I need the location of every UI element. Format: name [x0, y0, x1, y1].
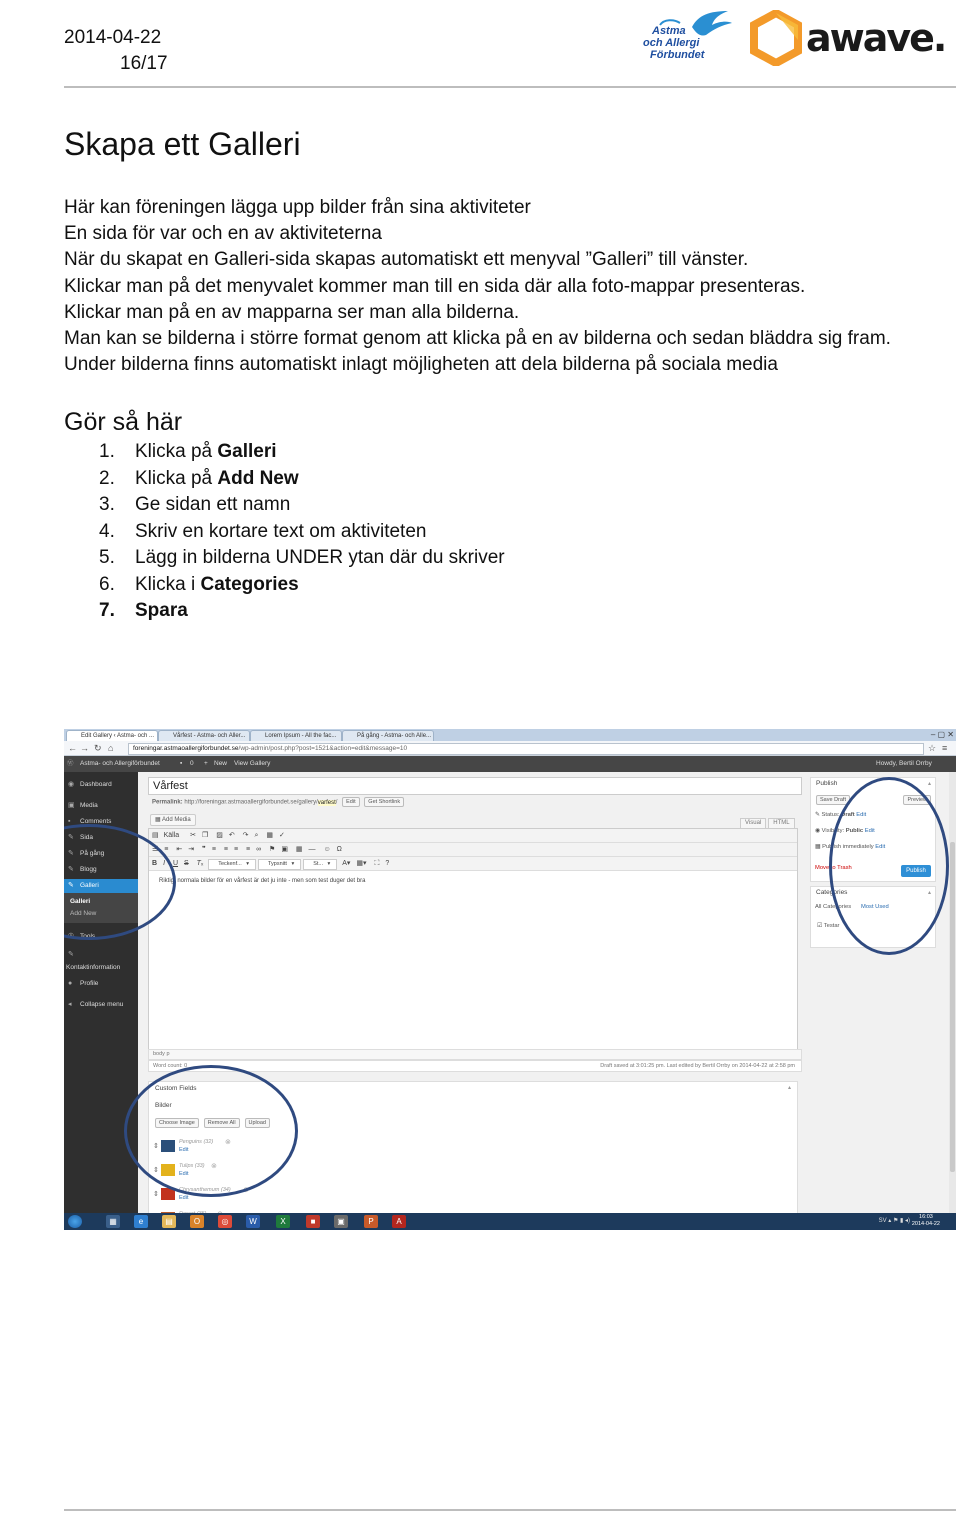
word-icon[interactable]: W — [246, 1215, 260, 1228]
wordpress-screenshot — [64, 729, 956, 1230]
step-item — [64, 466, 505, 493]
collapse-arrow-icon[interactable]: ▴ — [927, 781, 931, 787]
clock-time: 16:03 — [919, 1214, 933, 1220]
post-title-input[interactable]: Vårfest — [148, 777, 802, 795]
sidebar-label: Profile — [80, 980, 99, 987]
step-number: 1. — [99, 441, 115, 462]
visibility-edit-link[interactable]: Edit — [864, 828, 875, 834]
bg-color-icon[interactable]: ▦▾ — [356, 860, 367, 867]
word-count: Word count: 0 — [153, 1063, 188, 1069]
taskbar-clock[interactable] — [912, 1214, 940, 1228]
category-item[interactable] — [817, 923, 840, 929]
image-name: Penguins (32) — [179, 1139, 214, 1145]
annotation-circle-images — [124, 1065, 298, 1197]
star-icon[interactable]: ☆ — [928, 743, 937, 753]
plus-icon[interactable]: + — [204, 760, 208, 767]
ie-icon[interactable]: e — [134, 1215, 148, 1228]
step-item — [64, 572, 505, 599]
browser-address-bar — [64, 741, 956, 756]
app-icon[interactable]: ▣ — [334, 1215, 348, 1228]
omega-icon[interactable]: Ω — [336, 846, 342, 853]
image-edit-link[interactable]: Edit — [179, 1147, 189, 1153]
eye-icon: ◉ — [815, 828, 822, 834]
font-select[interactable]: Teckenf... ▾ — [208, 859, 256, 870]
excel-icon[interactable]: X — [276, 1215, 290, 1228]
collapse-arrow-icon[interactable]: ▴ — [787, 1085, 791, 1091]
style-select[interactable]: Typsnitt ▾ — [258, 859, 301, 870]
collapse-arrow-icon[interactable]: ▴ — [927, 890, 931, 896]
table-icon[interactable]: ▦ — [295, 846, 303, 853]
link-icon[interactable]: ∞ — [256, 846, 262, 853]
step-item — [64, 439, 505, 466]
status-edit-link[interactable]: Edit — [856, 812, 867, 818]
visibility-value: Public — [845, 828, 864, 834]
image-name: Tulips (33) — [179, 1163, 205, 1169]
apps-icon[interactable]: ▦ — [106, 1215, 120, 1228]
step-bold: Galleri — [217, 441, 277, 462]
sidebar-label: Galleri — [80, 882, 99, 889]
intro-text — [64, 195, 944, 378]
paste-icon[interactable]: ▨ — [216, 832, 223, 839]
copy-icon[interactable]: ❐ — [201, 832, 209, 839]
remove-icon[interactable]: ⊗ — [211, 1163, 217, 1170]
image-name: Chrysanthemum (34) — [179, 1187, 231, 1193]
sidebar-label: Dashboard — [80, 781, 112, 788]
step-bold: Add New — [217, 467, 299, 489]
step-item — [64, 545, 505, 572]
step-text: Klicka på — [135, 467, 218, 489]
pin-icon: ✎ — [68, 866, 74, 873]
size-select[interactable]: St... ▾ — [303, 859, 337, 870]
step-text: Klicka i — [135, 573, 201, 595]
calendar-icon: ▦ — [815, 844, 823, 850]
astma-logo-line-2: och Allergi — [643, 37, 700, 49]
publish-heading: Publish — [816, 780, 838, 787]
checkbox-icon[interactable]: ☑ — [817, 923, 824, 929]
page-title: Skapa ett Galleri — [64, 126, 301, 162]
collapse-icon: ◂ — [68, 1001, 72, 1008]
forward-icon[interactable]: → — [80, 743, 89, 753]
language-indicator[interactable]: SV — [878, 1218, 887, 1224]
scrollbar-thumb[interactable] — [950, 842, 955, 1172]
numbered-list-icon[interactable]: ☰ — [152, 846, 159, 853]
undo-icon[interactable]: ↶ — [228, 832, 235, 839]
explorer-icon[interactable]: ▤ — [162, 1215, 176, 1228]
sidebar-label: Kontaktinformation — [66, 964, 121, 971]
step-bold: Spara — [135, 600, 188, 621]
cut-icon[interactable]: ✂ — [190, 832, 196, 839]
choose-image-button[interactable]: Choose Image — [155, 1118, 199, 1128]
publish-time-edit-link[interactable]: Edit — [875, 844, 886, 850]
header-rule — [64, 86, 956, 88]
justify-icon[interactable]: ≡ — [246, 846, 251, 853]
editor-toolbar-2 — [149, 843, 797, 857]
sidebar-item-profile[interactable] — [64, 977, 138, 991]
back-icon[interactable]: ← — [68, 743, 77, 753]
spellcheck-icon[interactable]: ✓ — [279, 832, 285, 839]
select-all-icon[interactable]: ▦ — [266, 832, 274, 839]
editor-toolbar-1 — [149, 829, 797, 843]
step-text: Lägg in bilderna UNDER ytan där du skriver — [135, 547, 505, 568]
sidebar-item-kontaktinformation[interactable] — [64, 961, 138, 975]
outdent-icon[interactable]: ⇤ — [176, 846, 183, 853]
clock-date: 2014-04-22 — [911, 1221, 940, 1227]
move-to-trash-link[interactable]: Move to Trash — [815, 865, 852, 871]
step-number: 4. — [99, 520, 115, 542]
howto-heading: Gör så här — [64, 408, 183, 436]
astma-logo-line-1: Astma — [652, 25, 686, 37]
permalink-base: http://foreningar.astmaoallergiforbundet.se/gallery/ — [184, 799, 318, 806]
source-label: Källa — [163, 832, 180, 839]
user-icon: ● — [68, 980, 73, 987]
editor-mode-tabs — [738, 818, 795, 828]
strike-icon[interactable]: S — [184, 860, 189, 867]
find-icon[interactable]: ⌕ — [254, 832, 259, 839]
image-edit-link[interactable]: Edit — [179, 1195, 189, 1201]
step-number: 6. — [99, 573, 115, 595]
annotation-circle-publish — [829, 777, 949, 955]
sidebar-item-media[interactable] — [64, 799, 138, 813]
remove-icon[interactable]: ⊗ — [225, 1139, 231, 1146]
browser-tab[interactable]: Edit Gallery ‹ Astma- och ... — [66, 730, 158, 742]
adminbar-howdy[interactable]: Howdy, Bertil Orrby — [876, 760, 932, 767]
bullet-list-icon[interactable]: ≡ — [164, 846, 169, 853]
sidebar-label: Sida — [80, 834, 94, 841]
italic-icon[interactable]: I — [163, 860, 166, 867]
source-button[interactable]: ▤ Källa — [149, 829, 185, 842]
publish-button[interactable]: Publish — [901, 865, 931, 877]
sidebar-label: Blogg — [80, 866, 97, 873]
browser-tabbar — [64, 729, 956, 741]
step-number: 3. — [99, 494, 115, 515]
astma-allergi-logo — [640, 5, 735, 73]
scrollbar[interactable] — [949, 772, 956, 1213]
font-select-value: Teckenf... — [218, 861, 242, 867]
style-select-value: Typsnitt — [267, 861, 287, 867]
align-right-icon[interactable]: ≡ — [233, 846, 239, 853]
publish-time: Publish immediately — [822, 844, 874, 850]
adminbar-view[interactable]: View Gallery — [234, 760, 271, 767]
sidebar-collapse[interactable] — [64, 998, 138, 1012]
pin-icon: ✎ — [68, 882, 74, 889]
step-text: Ge sidan ett namn — [135, 494, 291, 515]
permalink-edit-button[interactable]: Edit — [342, 797, 359, 807]
indent-icon[interactable]: ⇥ — [188, 846, 195, 853]
permalink-label: Permalink: — [152, 799, 183, 806]
page-number: 16/17 — [120, 53, 168, 74]
url-path: /wp-admin/post.php?post=1521&action=edit&message=10 — [238, 745, 408, 752]
windows-taskbar — [64, 1213, 956, 1230]
app-icon[interactable]: ■ — [306, 1215, 320, 1228]
text-color-icon[interactable]: A▾ — [342, 860, 351, 867]
anchor-icon[interactable]: ⚑ — [269, 846, 276, 853]
image-icon[interactable]: ▣ — [281, 846, 288, 853]
reload-icon[interactable]: ↻ — [94, 743, 102, 753]
url-host: foreningar.astmaoallergiforbundet.se — [133, 745, 239, 752]
sidebar-label: Galleri — [70, 898, 91, 905]
tab-all-categories[interactable]: All Categories — [815, 904, 852, 910]
step-item — [64, 519, 505, 546]
wp-admin-bar — [64, 756, 956, 772]
upload-button[interactable]: Upload — [245, 1118, 270, 1128]
adminbar-site[interactable]: Astma- och Allergiförbundet — [80, 760, 160, 767]
start-button-icon[interactable] — [68, 1215, 82, 1228]
menu-icon[interactable]: ≡ — [942, 743, 948, 753]
comments-icon[interactable]: ▪ — [180, 760, 183, 767]
draft-saved-status: Draft saved at 3:01:25 pm. Last edited by Bertil Orrby on 2014-04-22 at 2:58 pm — [600, 1063, 795, 1069]
sidebar-label: Media — [80, 802, 98, 809]
sidebar-label: Add New — [70, 910, 97, 917]
awave-wordmark: awave. — [806, 16, 946, 60]
header-date: 2014-04-22 — [64, 27, 162, 48]
underline-icon[interactable]: U — [172, 860, 179, 867]
intro-line: Man kan se bilderna i större format genom att klicka på en av bilderna och sedan bläddra sig fram. — [64, 328, 891, 350]
sidebar-label: Tools — [80, 933, 96, 940]
visibility-label: Visibility: — [821, 828, 845, 834]
comment-icon: ▪ — [68, 818, 71, 825]
drag-handle-icon[interactable]: ⇕ — [153, 1143, 159, 1150]
custom-fields-heading: Custom Fields — [155, 1085, 197, 1092]
tools-icon: ✇ — [68, 933, 74, 940]
tab-visual[interactable]: Visual — [740, 818, 766, 828]
pin-icon: ✎ — [68, 951, 74, 958]
hr-icon[interactable]: ― — [308, 846, 316, 853]
step-number: 5. — [99, 547, 115, 568]
adminbar-comments[interactable]: 0 — [190, 760, 194, 767]
redo-icon[interactable]: ↷ — [242, 832, 249, 839]
tab-most-used[interactable]: Most Used — [861, 904, 889, 910]
step-bold: Categories — [200, 573, 299, 595]
categories-heading: Categories — [816, 889, 848, 896]
preview-button[interactable]: Preview — [903, 795, 931, 805]
sidebar-label: Comments — [80, 818, 112, 825]
fullscreen-icon[interactable]: ⛶ — [374, 860, 380, 867]
footer-rule — [64, 1509, 956, 1511]
browser-tab[interactable]: På gång - Astma- och Alle... — [342, 730, 434, 742]
size-select-value: St... — [313, 861, 323, 867]
step-text: Skriv en kortare text om aktiviteten — [135, 520, 427, 542]
clear-format-icon[interactable]: Tₓ — [196, 860, 204, 867]
intro-line: Här kan föreningen lägga upp bilder från sina aktiviteter — [64, 197, 531, 218]
add-media-label: Add Media — [162, 817, 191, 823]
align-left-icon[interactable]: ≡ — [211, 846, 216, 853]
media-icon: ▣ — [68, 802, 75, 809]
chrome-icon[interactable]: ◎ — [218, 1215, 232, 1228]
sidebar-item-dashboard[interactable] — [64, 778, 138, 792]
editor-toolbar-3 — [149, 857, 797, 871]
step-number: 2. — [99, 467, 115, 489]
quote-icon[interactable]: ❞ — [202, 846, 206, 853]
bilder-label: Bilder — [155, 1102, 172, 1109]
pin-icon: ✎ — [68, 834, 74, 841]
url-field[interactable] — [128, 743, 924, 755]
status-label: Status: — [821, 812, 840, 818]
save-draft-button[interactable]: Save Draft — [816, 795, 850, 805]
remove-icon[interactable]: ⊗ — [243, 1187, 249, 1194]
drag-handle-icon[interactable]: ⇕ — [153, 1167, 159, 1174]
step-item — [64, 598, 505, 625]
bold-icon[interactable]: B — [152, 860, 158, 867]
intro-line: Under bilderna finns automatiskt inlagt möjligheten att dela bilderna på sociala media — [64, 354, 778, 376]
window-controls[interactable]: – ▢ ✕ — [930, 730, 954, 739]
browser-tab[interactable]: Lorem Ipsum - All the fac... — [250, 730, 342, 742]
pin-icon: ✎ — [68, 850, 74, 857]
step-item — [64, 492, 505, 519]
steps-list — [64, 439, 505, 625]
browser-tab[interactable]: Vårfest - Astma- och Aller... — [158, 730, 250, 742]
astma-logo-line-3: Förbundet — [650, 49, 705, 61]
status-value: Draft — [841, 812, 855, 818]
pin-icon: ✎ — [815, 812, 822, 818]
drag-handle-icon[interactable]: ⇕ — [153, 1191, 159, 1198]
intro-line: Klickar man på en av mapparna ser man alla bilderna. — [64, 301, 520, 323]
image-edit-link[interactable]: Edit — [179, 1171, 189, 1177]
smiley-icon[interactable]: ☺ — [323, 846, 331, 853]
sidebar-item-kontakt[interactable] — [64, 948, 138, 962]
acrobat-icon[interactable]: A — [392, 1215, 406, 1228]
adminbar-new[interactable]: New — [214, 760, 228, 767]
dashboard-icon: ◉ — [68, 781, 75, 788]
remove-all-button[interactable]: Remove All — [204, 1118, 240, 1128]
step-number: 7. — [99, 600, 115, 621]
home-icon[interactable]: ⌂ — [108, 743, 114, 753]
category-label: Testar — [823, 923, 840, 929]
system-tray: SV ▴ ⚑ ▮ ◂) — [878, 1218, 910, 1224]
help-icon[interactable]: ? — [385, 860, 390, 867]
media-icon: ▦ — [155, 817, 163, 823]
get-shortlink-button[interactable]: Get Shortlink — [364, 797, 404, 807]
permalink-slug[interactable]: varfest — [317, 799, 336, 806]
sidebar-label: Collapse menu — [80, 1001, 124, 1008]
editor-path: body p — [148, 1049, 802, 1060]
tab-html[interactable]: HTML — [768, 818, 794, 828]
intro-line: En sida för var och en av aktiviteterna — [64, 223, 382, 245]
powerpoint-icon[interactable]: P — [364, 1215, 378, 1228]
intro-line: Klickar man på det menyvalet kommer man till en sida där alla foto-mappar presenteras. — [64, 275, 806, 297]
sidebar-label: På gång — [80, 850, 105, 857]
editor-body-text[interactable]: Riktigt normala bilder för en vårfest är det ju inte - men som test duger det bra — [159, 878, 366, 884]
wp-logo-icon[interactable]: Ⓦ — [67, 760, 74, 767]
step-text: Klicka på — [135, 441, 218, 462]
awave-logo — [748, 10, 946, 68]
align-center-icon[interactable]: ≡ — [223, 846, 228, 853]
outlook-icon[interactable]: O — [190, 1215, 204, 1228]
intro-line: När du skapat en Galleri-sida skapas automatiskt ett menyval ”Galleri” till vänster. — [64, 249, 749, 271]
permalink: Permalink: http://foreningar.astmaoallergiforbundet.se/gallery/varfest/ Edit Get Shortlink — [152, 797, 404, 807]
post-editor — [148, 828, 798, 1050]
add-media-button[interactable] — [150, 814, 196, 826]
